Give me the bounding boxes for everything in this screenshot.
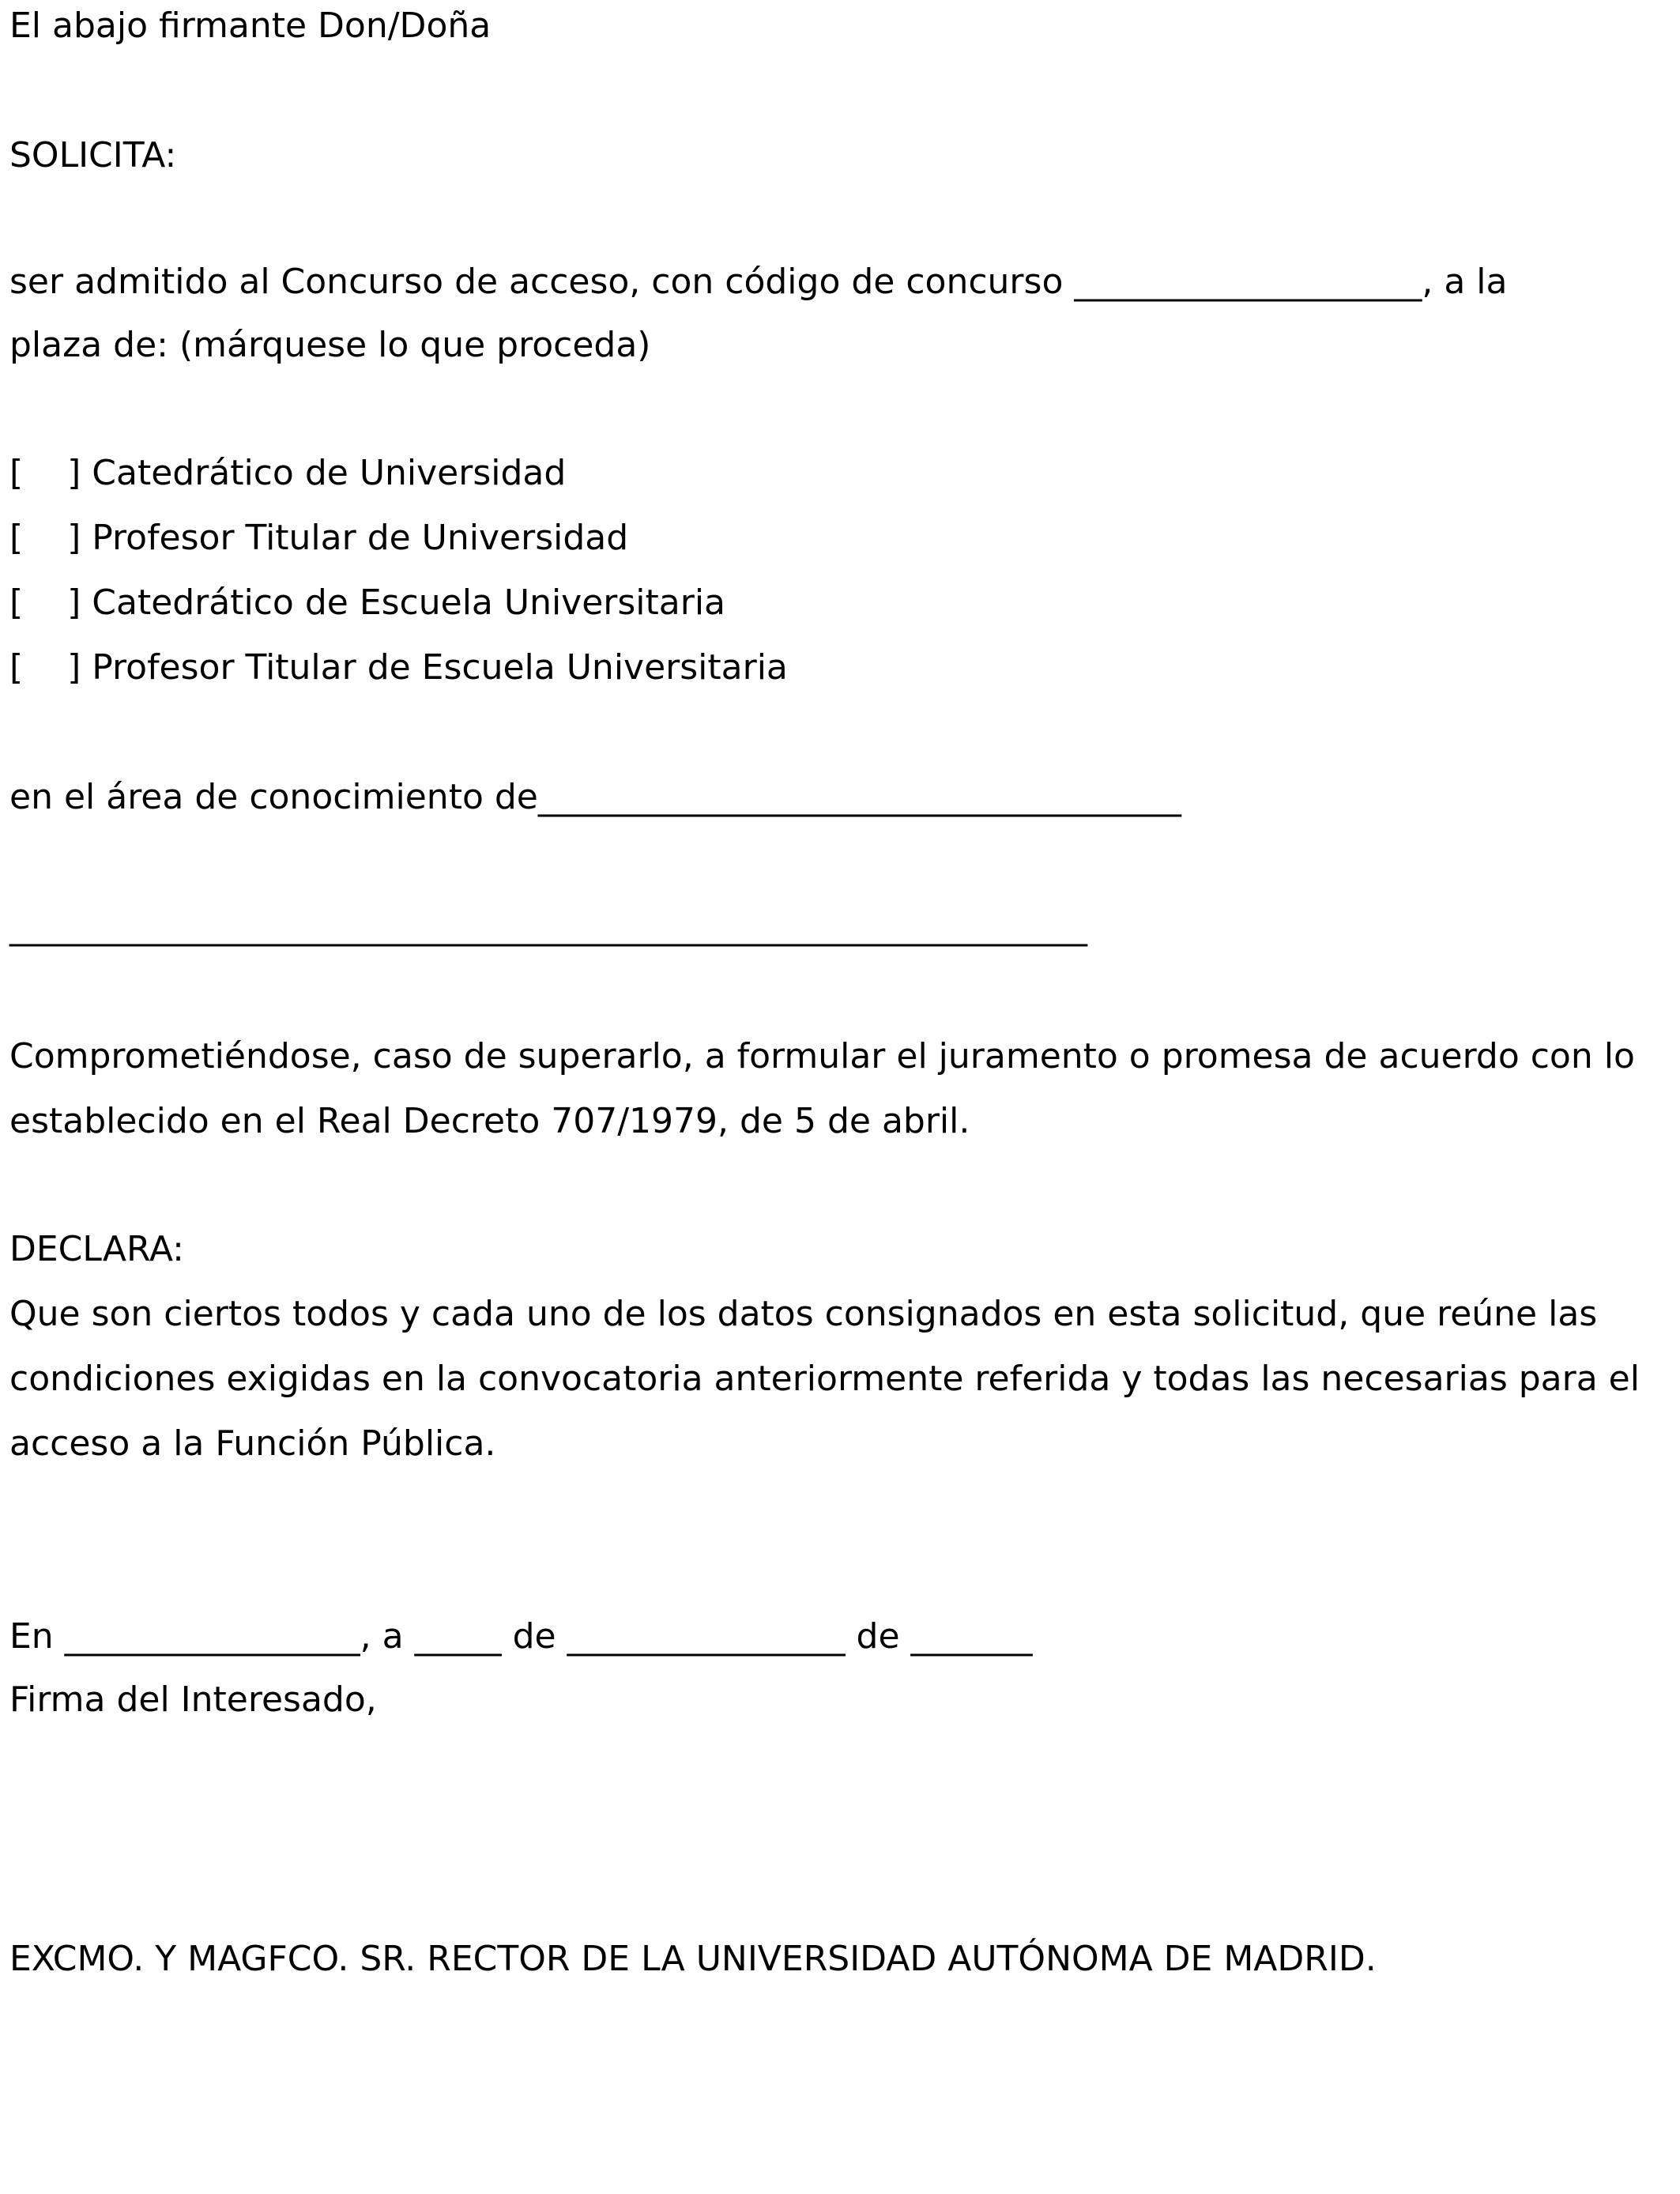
option-catedratico-escuela: [ ] Catedrático de Escuela Universitaria: [9, 582, 726, 623]
declaration-line-1: Que son ciertos todos y cada uno de los datos consignados en esta solicitud, que reúne las: [9, 1294, 1598, 1334]
commitment-line-1: Comprometiéndose, caso de superarlo, a formular el juramento o promesa de acuerdo con lo: [9, 1036, 1635, 1076]
place-date-line: En _________________, a _____ de ________________ de _______: [9, 1616, 1033, 1657]
option-catedratico-universidad: [ ] Catedrático de Universidad: [9, 453, 567, 493]
option-titular-universidad: [ ] Profesor Titular de Universidad: [9, 518, 629, 558]
knowledge-area-line-1: en el área de conocimiento de_____________________________________: [9, 777, 1181, 817]
request-heading: SOLICITA:: [9, 135, 177, 175]
declaration-heading: DECLARA:: [9, 1229, 184, 1269]
declaration-line-2: condiciones exigidas en la convocatoria anteriormente referida y todas las necesarias para el: [9, 1359, 1640, 1399]
request-text-line-1: ser admitido al Concurso de acceso, con código de concurso ____________________, a la: [9, 262, 1508, 302]
option-titular-escuela: [ ] Profesor Titular de Escuela Universitaria: [9, 647, 788, 688]
undersigned-line: El abajo firmante Don/Doña: [9, 6, 492, 46]
declaration-line-3: acceso a la Función Pública.: [9, 1423, 496, 1464]
request-text-line-2: plaza de: (márquese lo que proceda): [9, 325, 651, 365]
signature-label: Firma del Interesado,: [9, 1679, 377, 1720]
addressee-line: EXCMO. Y MAGFCO. SR. RECTOR DE LA UNIVERSIDAD AUTÓNOMA DE MADRID.: [9, 1939, 1377, 1979]
knowledge-area-line-2: ______________________________________________________________: [9, 907, 1087, 947]
commitment-line-2: establecido en el Real Decreto 707/1979, de 5 de abril.: [9, 1101, 970, 1141]
